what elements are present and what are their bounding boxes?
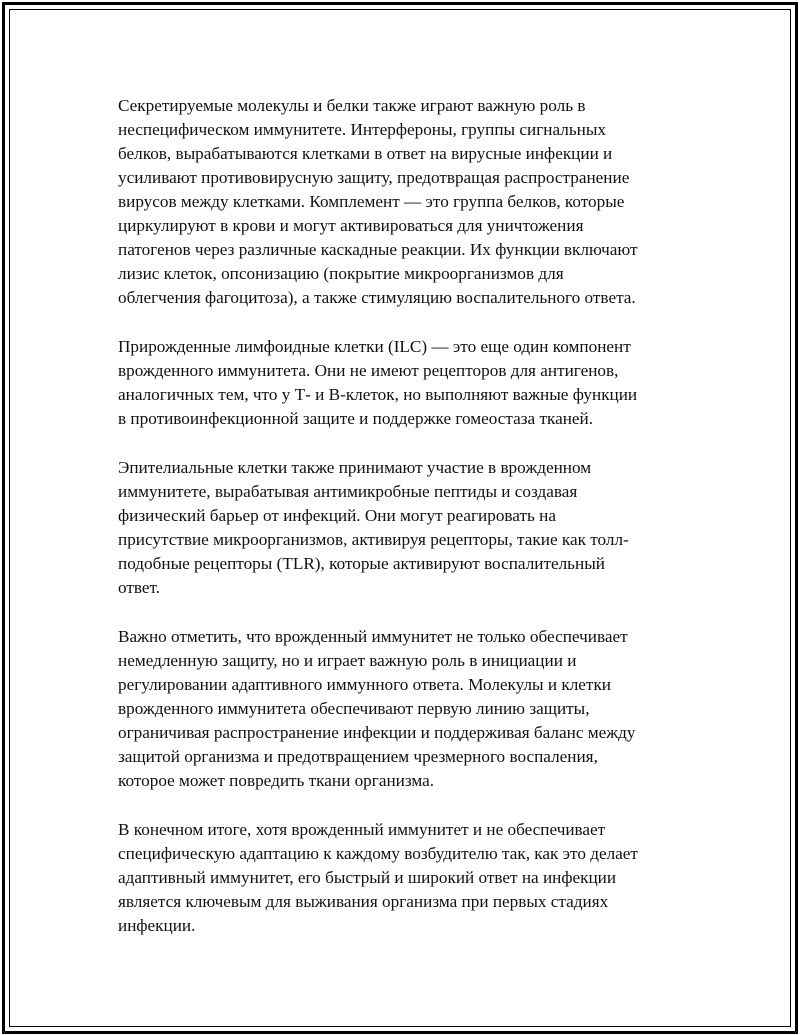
text-line: вирусов между клетками. Комплемент — это группа белков, которые (118, 192, 625, 211)
paragraph-innate-lymphoid-cells (118, 335, 684, 431)
text-line: усиливают противовирусную защиту, предотвращая распространение (118, 168, 630, 187)
text-line: аналогичных тем, что у Т- и В-клеток, но выполняют важные функции (118, 385, 638, 404)
paragraph-epithelial-cells (118, 456, 684, 600)
text-line: немедленную защиту, но и играет важную роль в инициации и (118, 651, 577, 670)
text-line: физический барьер от инфекций. Они могут реагировать на (118, 506, 556, 525)
text-line: облегчения фагоцитоза), а также стимуляцию воспалительного ответа. (118, 288, 636, 307)
text-line: патогенов через различные каскадные реакции. Их функции включают (118, 240, 638, 259)
text-line: белков, вырабатываются клетками в ответ на вирусные инфекции и (118, 144, 613, 163)
text-line: иммунитете, вырабатывая антимикробные пептиды и создавая (118, 482, 578, 501)
text-line: циркулируют в крови и могут активироваться для уничтожения (118, 216, 584, 235)
text-line: является ключевым для выживания организма при первых стадиях (118, 892, 609, 911)
text-line: врожденного иммунитета обеспечивают первую линию защиты, (118, 699, 590, 718)
text-line: инфекции. (118, 916, 196, 935)
paragraph-conclusion (118, 818, 684, 938)
text-line: Важно отметить, что врожденный иммунитет не только обеспечивает (118, 627, 628, 646)
text-line: адаптивный иммунитет, его быстрый и широкий ответ на инфекции (118, 868, 617, 887)
text-line: лизис клеток, опсонизацию (покрытие микроорганизмов для (118, 264, 564, 283)
text-line: регулировании адаптивного иммунного ответа. Молекулы и клетки (118, 675, 611, 694)
text-line: подобные рецепторы (TLR), которые активируют воспалительный (118, 554, 605, 573)
text-line: присутствие микроорганизмов, активируя рецепторы, такие как толл- (118, 530, 629, 549)
paragraph-adaptive-regulation (118, 625, 684, 793)
text-line: врожденного иммунитета. Они не имеют рецепторов для антигенов, (118, 361, 619, 380)
document-body (118, 94, 684, 963)
text-line: неспецифическом иммунитете. Интерфероны, группы сигнальных (118, 120, 606, 139)
text-line: защитой организма и предотвращением чрезмерного воспаления, (118, 747, 598, 766)
paragraph-secreted-molecules (118, 94, 684, 310)
text-line: В конечном итоге, хотя врожденный иммунитет и не обеспечивает (118, 820, 606, 839)
text-line: Секретируемые молекулы и белки также играют важную роль в (118, 96, 586, 115)
text-line: Прирожденные лимфоидные клетки (ILC) — это еще один компонент (118, 337, 631, 356)
text-line: которое может повредить ткани организма. (118, 771, 435, 790)
text-line: специфическую адаптацию к каждому возбудителю так, как это делает (118, 844, 638, 863)
text-line: Эпителиальные клетки также принимают участие в врожденном (118, 458, 592, 477)
text-line: ответ. (118, 578, 161, 597)
text-line: в противоинфекционной защите и поддержке гомеостаза тканей. (118, 409, 594, 428)
text-line: ограничивая распространение инфекции и поддерживая баланс между (118, 723, 636, 742)
